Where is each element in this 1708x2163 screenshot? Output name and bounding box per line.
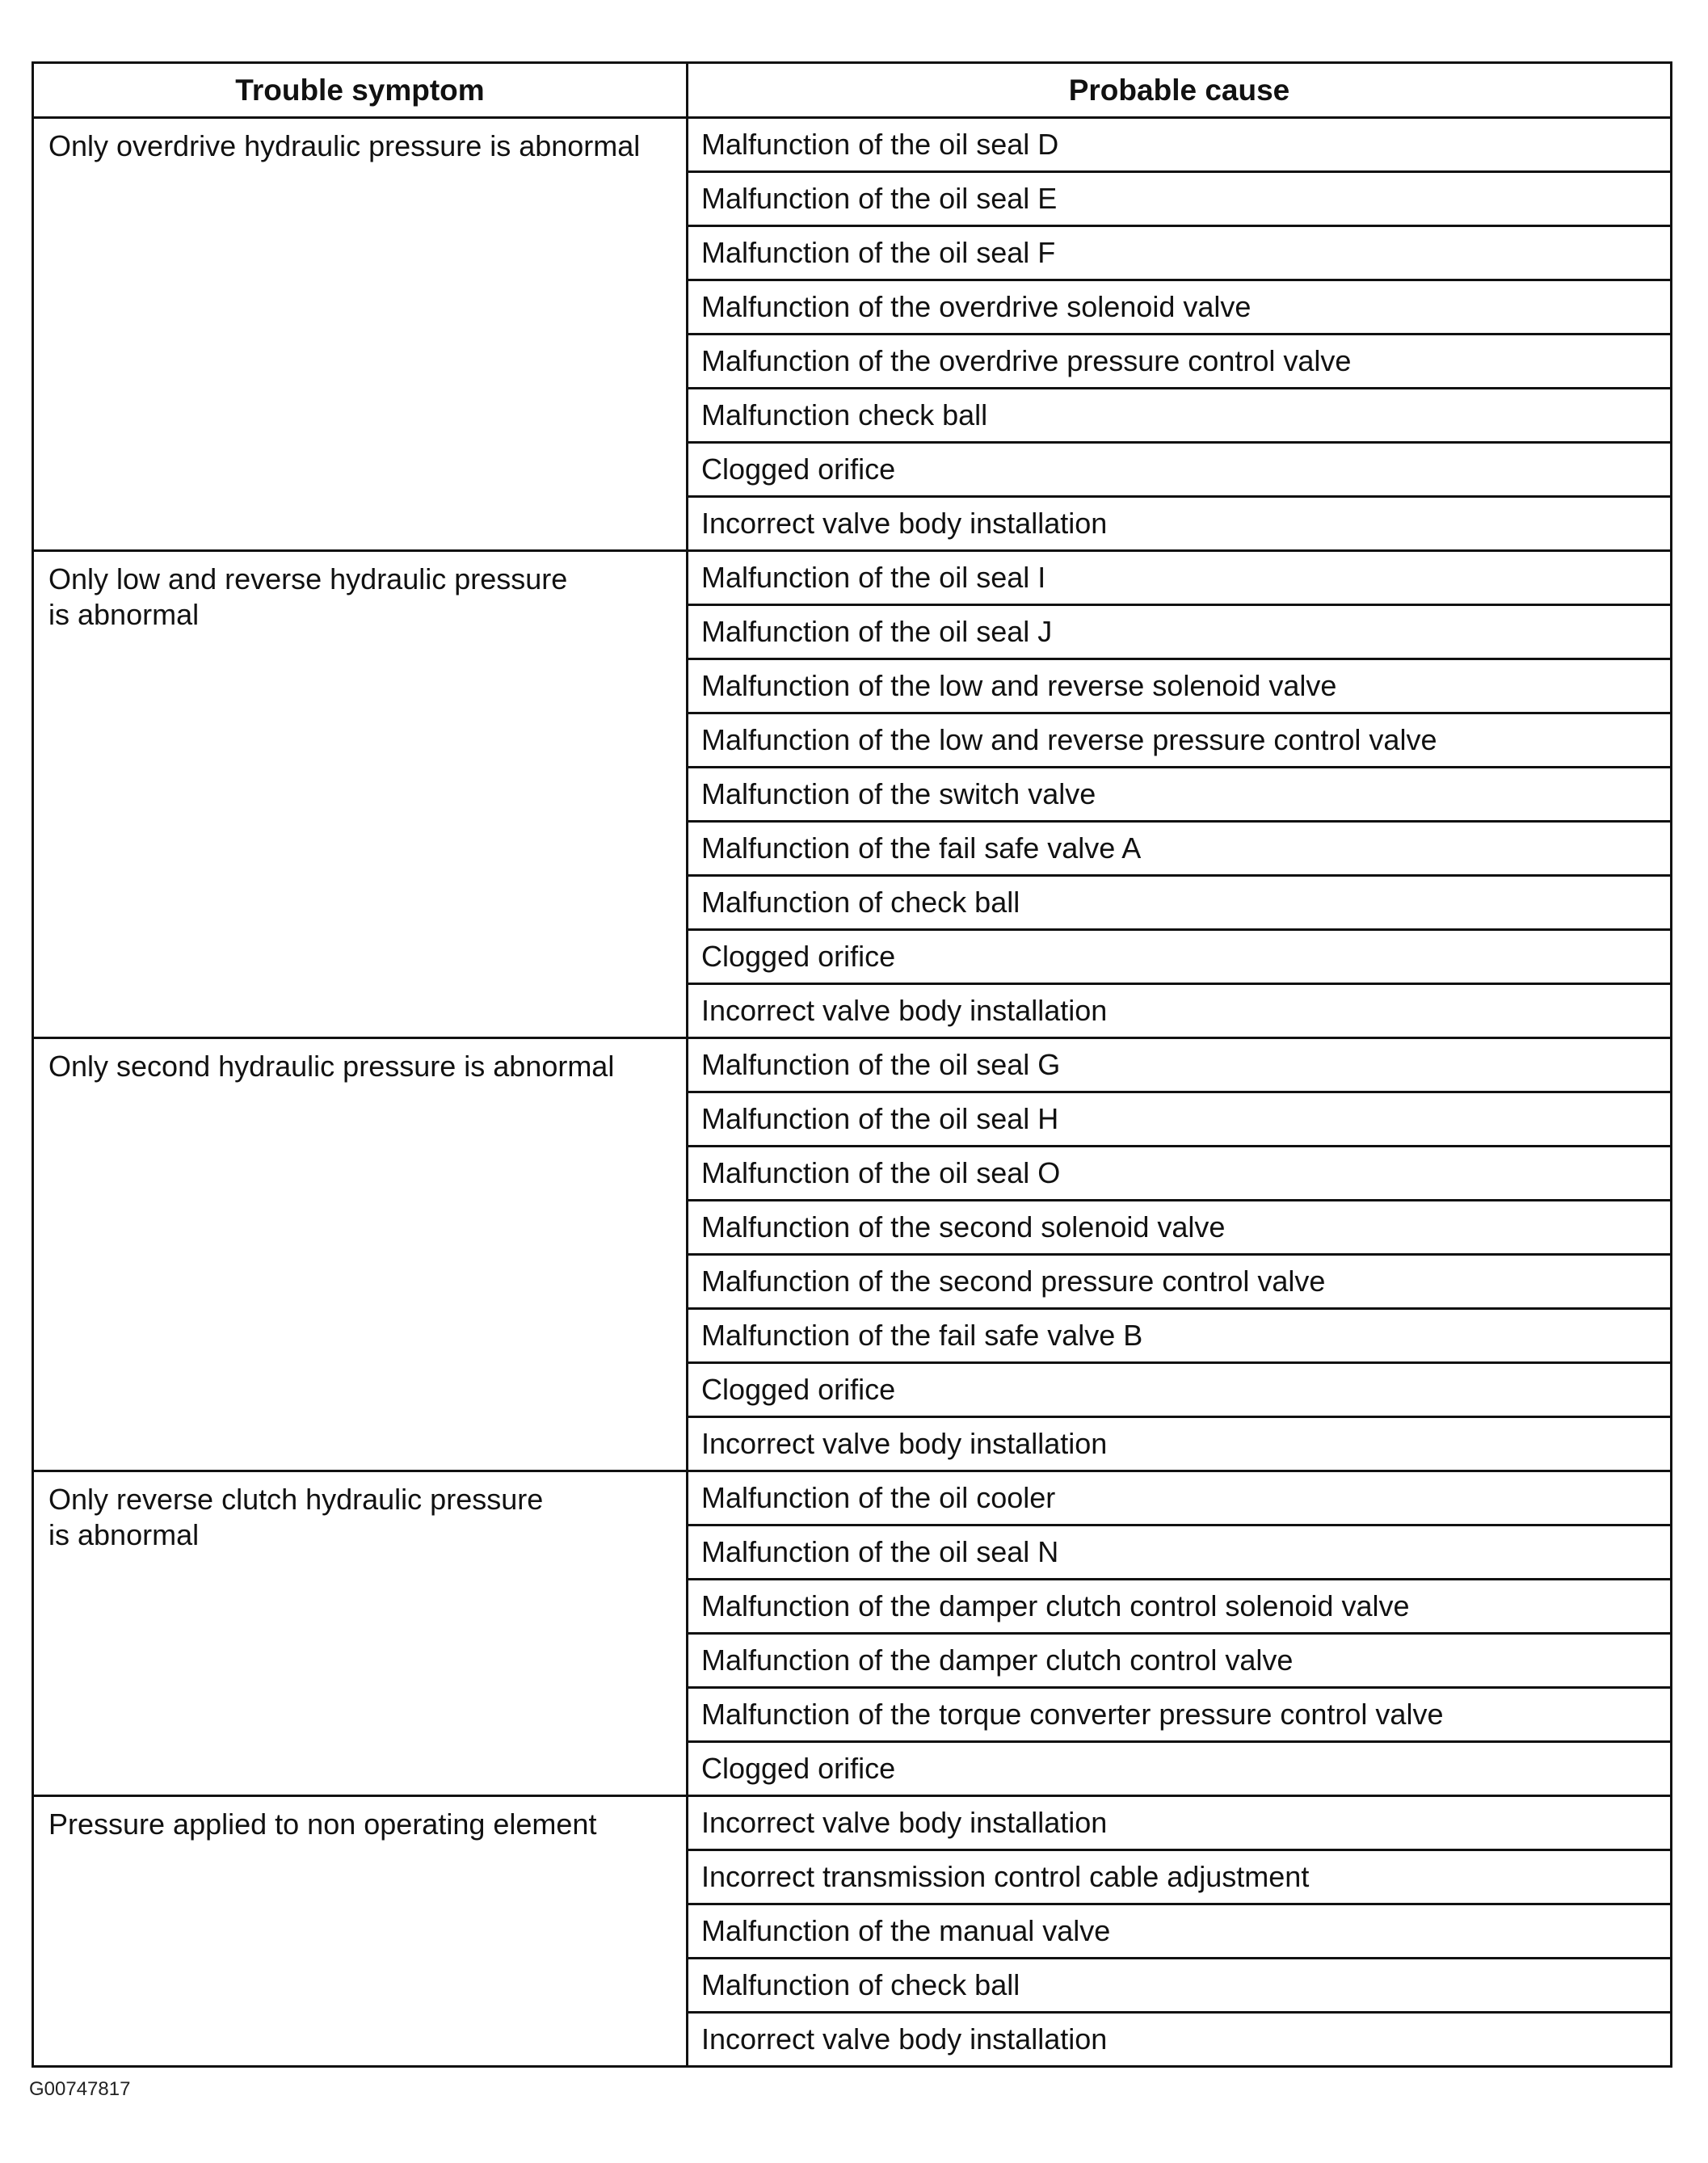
- probable-cause-cell: Incorrect valve body installation: [688, 984, 1672, 1038]
- probable-cause-cell: Malfunction check ball: [688, 389, 1672, 443]
- table-row: [33, 551, 1672, 605]
- probable-cause-cell: Clogged orifice: [688, 443, 1672, 497]
- probable-cause-cell: Malfunction of the low and reverse pressure control valve: [688, 713, 1672, 768]
- probable-cause-cell: Malfunction of the overdrive pressure control valve: [688, 335, 1672, 389]
- probable-cause-cell: Incorrect valve body installation: [688, 1796, 1672, 1850]
- probable-cause-cell: Malfunction of the oil seal O: [688, 1147, 1672, 1201]
- table-row: [33, 118, 1672, 172]
- table-row: [33, 1471, 1672, 1525]
- probable-cause-cell: Incorrect valve body installation: [688, 2013, 1672, 2067]
- probable-cause-cell: Malfunction of the switch valve: [688, 768, 1672, 822]
- probable-cause-cell: Malfunction of the oil seal I: [688, 551, 1672, 605]
- probable-cause-cell: Clogged orifice: [688, 1363, 1672, 1417]
- table-row: [33, 1038, 1672, 1092]
- trouble-symptom-cell: Only low and reverse hydraulic pressure is abnormal: [33, 551, 688, 1038]
- header-probable-cause: Probable cause: [688, 63, 1672, 118]
- probable-cause-cell: Malfunction of the overdrive solenoid valve: [688, 280, 1672, 335]
- probable-cause-cell: Malfunction of the oil seal J: [688, 605, 1672, 659]
- probable-cause-cell: Malfunction of check ball: [688, 876, 1672, 930]
- probable-cause-cell: Clogged orifice: [688, 930, 1672, 984]
- probable-cause-cell: Malfunction of the torque converter pressure control valve: [688, 1688, 1672, 1742]
- trouble-symptom-cell: Only reverse clutch hydraulic pressure is abnormal: [33, 1471, 688, 1796]
- table-body: [33, 118, 1672, 2067]
- probable-cause-cell: Malfunction of the fail safe valve B: [688, 1309, 1672, 1363]
- probable-cause-cell: Malfunction of the damper clutch control valve: [688, 1634, 1672, 1688]
- probable-cause-cell: Malfunction of the second pressure control valve: [688, 1255, 1672, 1309]
- probable-cause-cell: Malfunction of the low and reverse solenoid valve: [688, 659, 1672, 713]
- probable-cause-cell: Malfunction of the oil seal D: [688, 118, 1672, 172]
- probable-cause-cell: Malfunction of the oil cooler: [688, 1471, 1672, 1525]
- header-row: [33, 63, 1672, 118]
- figure-id: G00747817: [29, 2078, 131, 2100]
- table-header: [33, 63, 1672, 118]
- header-trouble-symptom: Trouble symptom: [33, 63, 688, 118]
- trouble-symptom-table: [32, 61, 1672, 2068]
- probable-cause-cell: Malfunction of the oil seal G: [688, 1038, 1672, 1092]
- probable-cause-cell: Incorrect valve body installation: [688, 497, 1672, 551]
- probable-cause-cell: Malfunction of the damper clutch control solenoid valve: [688, 1580, 1672, 1634]
- table-row: [33, 1796, 1672, 1850]
- probable-cause-cell: Malfunction of check ball: [688, 1959, 1672, 2013]
- probable-cause-cell: Incorrect transmission control cable adjustment: [688, 1850, 1672, 1904]
- trouble-symptom-cell: Only second hydraulic pressure is abnormal: [33, 1038, 688, 1471]
- probable-cause-cell: Clogged orifice: [688, 1742, 1672, 1796]
- probable-cause-cell: Malfunction of the manual valve: [688, 1904, 1672, 1959]
- probable-cause-cell: Malfunction of the second solenoid valve: [688, 1201, 1672, 1255]
- probable-cause-cell: Malfunction of the fail safe valve A: [688, 822, 1672, 876]
- trouble-symptom-cell: Only overdrive hydraulic pressure is abnormal: [33, 118, 688, 551]
- probable-cause-cell: Malfunction of the oil seal E: [688, 172, 1672, 226]
- probable-cause-cell: Malfunction of the oil seal F: [688, 226, 1672, 280]
- trouble-symptom-cell: Pressure applied to non operating element: [33, 1796, 688, 2067]
- probable-cause-cell: Malfunction of the oil seal N: [688, 1525, 1672, 1580]
- probable-cause-cell: Malfunction of the oil seal H: [688, 1092, 1672, 1147]
- probable-cause-cell: Incorrect valve body installation: [688, 1417, 1672, 1471]
